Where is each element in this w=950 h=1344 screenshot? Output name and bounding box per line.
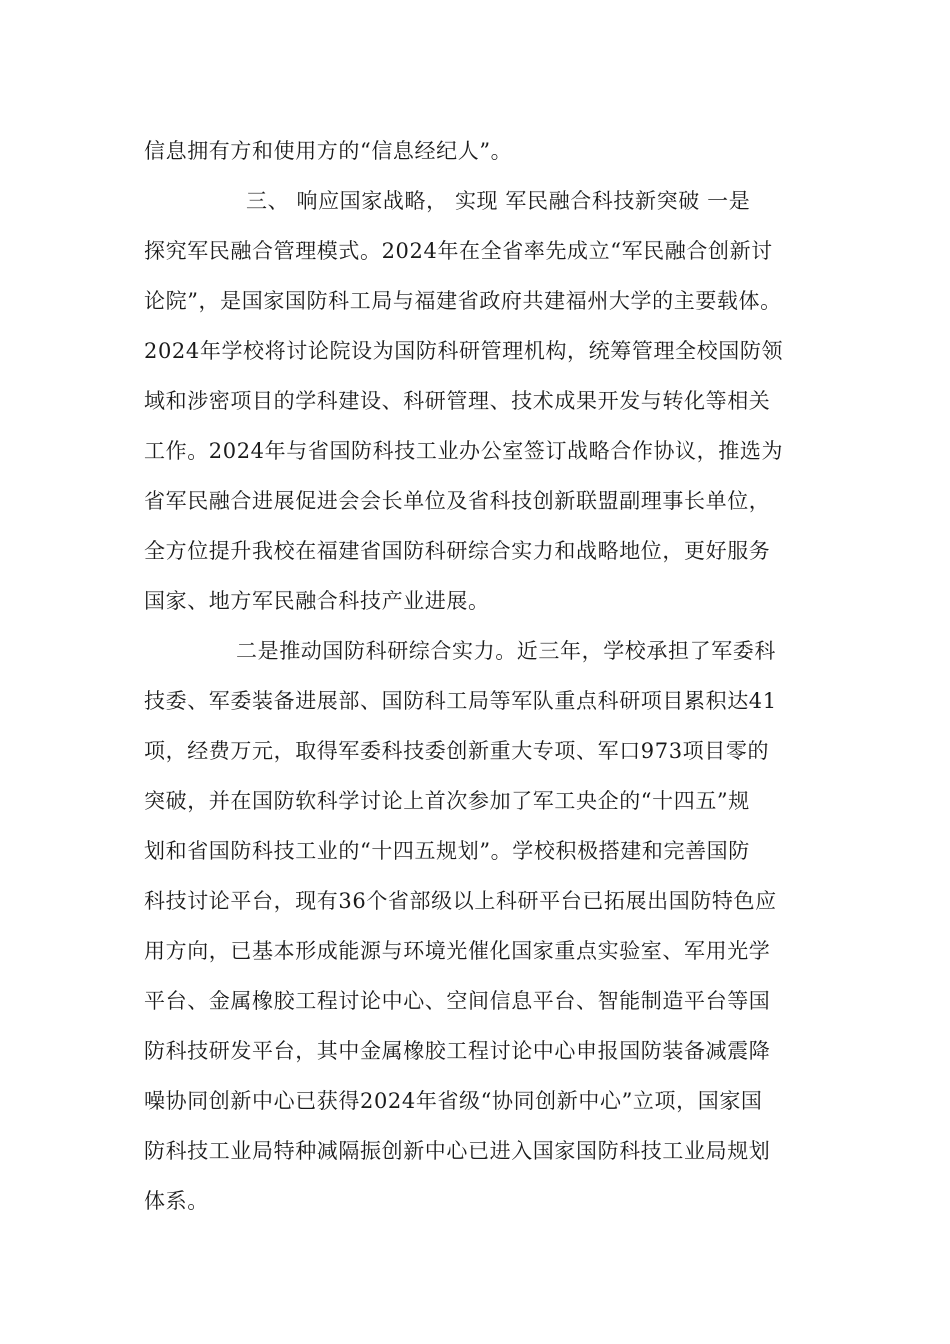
text-line: 体系。: [144, 1189, 209, 1213]
paragraph-start-line: 二是推动国防科研综合实力。近三年，学校承担了军委科: [236, 639, 776, 663]
text-line: 国家、地方军民融合科技产业进展。: [144, 589, 490, 613]
text-line: 全方位提升我校在福建省国防科研综合实力和战略地位，更好服务: [144, 539, 771, 563]
text-line: 防科技研发平台，其中金属橡胶工程讨论中心申报国防装备减震降: [144, 1039, 771, 1063]
section-heading-line: 三、 响应国家战略， 实现 军民融合科技新突破 一是: [246, 189, 751, 213]
text-line: 2024年学校将讨论院设为国防科研管理机构，统筹管理全校国防领: [144, 339, 784, 363]
text-line: 平台、金属橡胶工程讨论中心、空间信息平台、智能制造平台等国: [144, 989, 771, 1013]
text-line: 探究军民融合管理模式。2024年在全省率先成立“军民融合创新讨: [144, 239, 773, 263]
text-line: 防科技工业局特种减隔振创新中心已进入国家国防科技工业局规划: [144, 1139, 771, 1163]
text-line: 省军民融合进展促进会会长单位及省科技创新联盟副理事长单位，: [144, 489, 771, 513]
text-line: 信息拥有方和使用方的“信息经纪人”。: [144, 139, 513, 163]
text-line: 突破，并在国防软科学讨论上首次参加了军工央企的“十四五”规: [144, 789, 750, 813]
text-line: 工作。2024年与省国防科技工业办公室签订战略合作协议，推选为: [144, 439, 784, 463]
text-line: 技委、军委装备进展部、国防科工局等军队重点科研项目累积达41: [144, 689, 777, 713]
text-line: 科技讨论平台，现有36个省部级以上科研平台已拓展出国防特色应: [144, 889, 777, 913]
text-line: 用方向，已基本形成能源与环境光催化国家重点实验室、军用光学: [144, 939, 771, 963]
text-line: 域和涉密项目的学科建设、科研管理、技术成果开发与转化等相关: [144, 389, 771, 413]
text-line: 论院”，是国家国防科工局与福建省政府共建福州大学的主要载体。: [144, 289, 782, 313]
text-line: 项，经费万元，取得军委科技委创新重大专项、军口973项目零的: [144, 739, 770, 763]
text-line: 划和省国防科技工业的“十四五规划”。学校积极搭建和完善国防: [144, 839, 750, 863]
text-line: 噪协同创新中心已获得2024年省级“协同创新中心”立项，国家国: [144, 1089, 763, 1113]
